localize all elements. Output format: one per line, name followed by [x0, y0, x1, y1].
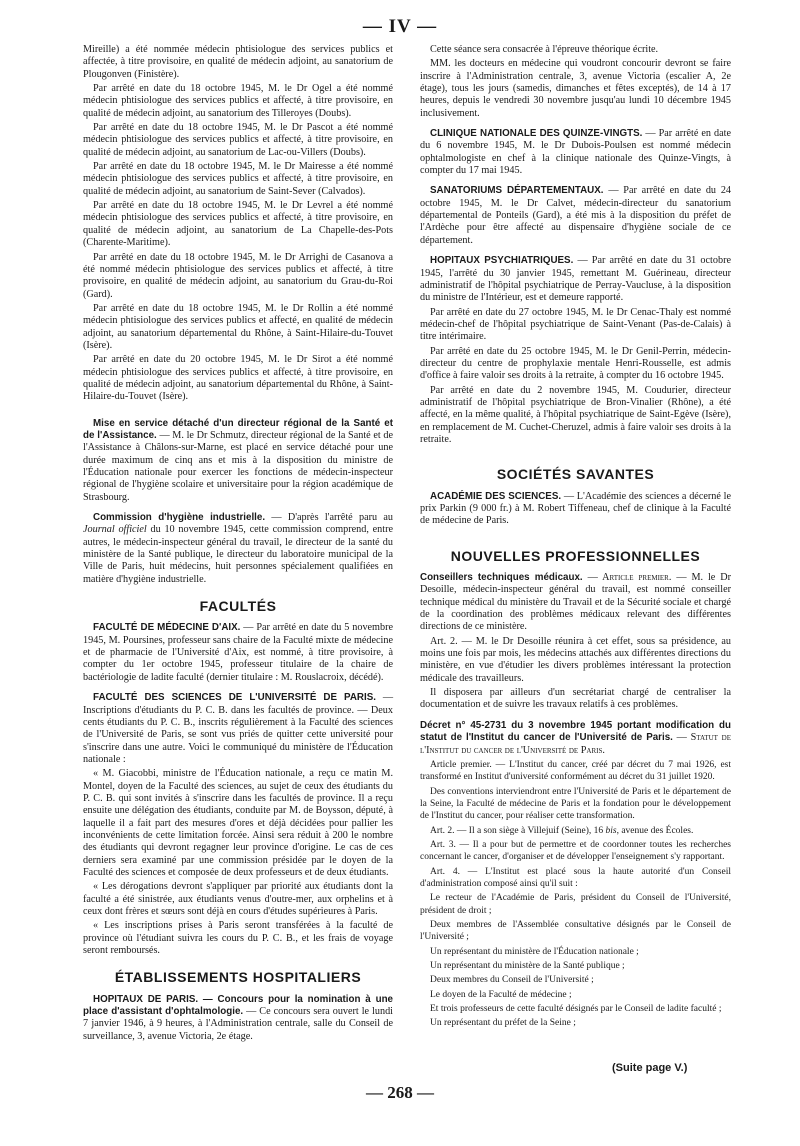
paragraph: Par arrêté en date du 18 octobre 1945, M. le Dr Mairesse a été nommé médecin phtisiologue des services publics et affecté, à titre provisoire, en qualité de médecin adjoint, au sanatorium de Saint-Sever (Calvados). [83, 161, 393, 197]
paragraph [420, 825, 731, 837]
hopitaux-title: HOPITAUX DE PARIS. — Concours pour la nomination à une place d'assistant d'ophtalmologie. [83, 993, 393, 1018]
sciences-paragraph [83, 692, 393, 766]
commission-paragraph [83, 512, 393, 586]
list-item: Un représentant du ministère de l'Éducation nationale ; [430, 946, 639, 957]
article-label: — Article premier. [587, 572, 672, 584]
quote-paragraph: « M. Giacobbi, ministre de l'Éducation nationale, a reçu ce matin M. Montel, doyen de la Faculté des sciences, au sujet de ceux des étudiants du P. C. B. qui sont invités à s'inscrire dans les facultés de province. Il a reçu ensuite une délégation des étudiants, conduite par M. de Boysson, député, à laquelle il a fait part des mesures d'ores et déjà décidées pour pallier les inconvénients de cette limitation forcée. Ainsi sera réduit à 200 le nombre des étudiants qui devront regagner leur province d'origine. Le cas de ces derniers sera examiné par une commission présidée par le doyen de la Faculté des sciences et composée de deux professeurs et de deux étudiants. [83, 768, 393, 878]
mise-service-title: Mise en service détaché d'un directeur régional de la Santé et de l'Assistance. [83, 417, 393, 441]
mise-service-text: — M. le Dr Schmutz, directeur régional de la Santé et de l'Assistance à Châlons-sur-Marne, est placé en service détaché pour une durée maximum de cinq ans et mis à la disposition du ministre de l'Éducation nationale pour exercer les fonctions de médecin-inspecteur régional de l'hygiène scolaire et universitaire pour la région académique de Strasbourg. [83, 429, 393, 503]
quote-paragraph: « Les inscriptions prises à Paris seront transférées à la faculté de province où l'étudiant suivra les cours du P. C. B., et les frais de voyage seront remboursés. [83, 920, 393, 957]
list-item: Le doyen de la Faculté de médecine ; [430, 989, 572, 1000]
list-item: Et trois professeurs de cette faculté désignés par le Conseil de ladite faculté ; [430, 1004, 722, 1015]
aix-paragraph [83, 622, 393, 684]
conseillers-title: Conseillers techniques médicaux. [420, 572, 583, 584]
paragraph: Par arrêté en date du 2 novembre 1945, M. Coudurier, directeur administratif de l'hôpital psychiatrique de Bron-Vinalier (Rhône), a été affecté, en la même qualité, à l'hôpital psychiatrique de Saint-Egève (Isère), en remplacement de M. Cuchet-Cheruzel, admis à faire valoir ses droits à la retraite. [420, 384, 731, 445]
quinze-vingts-title: CLINIQUE NATIONALE DES QUINZE-VINGTS. [430, 128, 643, 140]
article-2-text: Art. 2. — Il a son siège à Villejuif (Seine), 16 [430, 825, 606, 836]
academie-text: — L'Académie des sciences a décerné le prix Parkin (9 000 fr.) à M. Robert Tiffeneau, chef de clinique à la Faculté de médecine de Paris. [420, 490, 731, 527]
paragraph: MM. les docteurs en médecine qui voudront concourir devront se faire inscrire à l'Administration centrale, 3, avenue Victoria (escalier A, 2e étage), tous les jours (samedis, dimanches et fêtes exceptés), de 14 à 17 heures, depuis le vendredi 30 novembre jusqu'au lundi 10 décembre 1945 inclusivement. [420, 58, 731, 119]
conseillers-text: — M. le Dr Desoille, médecin-inspecteur général du travail, est nommé conseiller technique médical du ministère du Travail et de la Sécurité sociale et chargé de la coordination des problèmes médicaux relevant des différentes directions de ce ministère. [420, 572, 731, 633]
conseillers-paragraph [420, 572, 731, 634]
continued-note: (Suite page V.) [612, 1062, 688, 1074]
commission-text-2: du 10 novembre 1945, cette commission comprend, entre autres, le médecin-inspecteur général du travail, le directeur de la santé du ministère de la Santé publique, le directeur du laboratoire municipal de la Ville de Paris, huit médecins, huit personnes spécialement qualifiées en matière d'hygiène industrielle. [83, 524, 393, 585]
psychiatriques-title: HOPITAUX PSYCHIATRIQUES. [430, 255, 574, 267]
quinze-vingts-text: — Par arrêté en date du 6 novembre 1945, M. le Dr Dubois-Poulsen est nommé médecin ophtalmologiste en chef à la clinique nationale des Quinze-Vingts, à compter du 17 mai 1945. [420, 128, 731, 177]
paragraph: Par arrêté en date du 18 octobre 1945, M. le Dr Levrel a été nommé médecin phtisiologue des services publics et affecté, à titre provisoire, en qualité de médecin adjoint, au sanatorium de La Chapelle-des-Pots (Charente-Maritime). [83, 200, 393, 249]
quote-paragraph: « Les dérogations devront s'appliquer par priorité aux étudiants dont la faculté a été sinistrée, aux étudiants venus d'outre-mer, aux orphelins et à ceux dont frères et sœurs sont déjà en cours d'études supérieures à Paris. [83, 881, 393, 917]
paragraph: Des conventions interviendront entre l'Université de Paris et le département de la Seine, la Faculté de médecine de Paris et la fondation pour le développement de l'Institut du cancer, pour réaliser cette transformation. [420, 786, 731, 822]
aix-text: — Par arrêté en date du 5 novembre 1945, M. Poursines, professeur sans chaire de la Faculté mixte de médecine et de pharmacie de l'Université d'Aix, est nommé, à titre provisoire, à compter du 1er octobre 1945, professeur titulaire de la chaire de bactériologie de ladite faculté (dernier titulaire : M. Rouslacroix, décédé). [83, 622, 393, 683]
decret-title: Décret n° 45-2731 du 3 novembre 1945 portant modification du statut de l'Institut du cancer de l'Université de Paris. [420, 719, 731, 744]
section-facultes: FACULTÉS [199, 598, 277, 615]
page-header: — IV — [362, 16, 438, 37]
right-column [420, 44, 731, 1032]
list-item: Deux membres de l'Assemblée consultative désignés par le Conseil de l'Université ; [420, 919, 731, 943]
paragraph: Article premier. — L'Institut du cancer, créé par décret du 7 mai 1926, est transformé en Institut d'université conformément au décret du 31 juillet 1920. [420, 759, 731, 783]
commission-title: Commission d'hygiène industrielle. [93, 512, 266, 524]
paragraph: Par arrêté en date du 20 octobre 1945, M. le Dr Sirot a été nommé médecin phtisiologue des services publics et affecté, à titre provisoire, en qualité de médecin adjoint, au sanatorium départemental du Rhône, à Saint-Hilaire-du-Touvet (Isère). [83, 354, 393, 403]
aix-title: FACULTÉ DE MÉDECINE D'AIX. [93, 622, 241, 634]
sanatoriums-paragraph [420, 185, 731, 247]
decret-paragraph [420, 720, 731, 757]
bis: bis [605, 825, 617, 836]
section-societes: SOCIÉTÉS SAVANTES [496, 466, 655, 483]
paragraph: Par arrêté en date du 25 octobre 1945, M. le Dr Genil-Perrin, médecin-directeur du centre de prophylaxie mentale Henri-Rousselle, est admis d'office à faire valoir ses droits à la retraite, à compter du 16 octobre 1945. [420, 345, 731, 382]
paragraph: Par arrêté en date du 18 octobre 1945, M. le Dr Arrighi de Casanova a été nommé médecin phtisiologue des services publics et affecté, à titre provisoire, en qualité de médecin adjoint, au sanatorium du Grau-du-Roi (Gard). [83, 251, 393, 300]
paragraph: Par arrêté en date du 18 octobre 1945, M. le Dr Ogel a été nommé médecin phtisiologue des services publics et affecté, à titre provisoire, en qualité de médecin adjoint, au sanatorium des Tilleroyes (Doubs). [83, 83, 393, 119]
psychiatriques-text: — Par arrêté en date du 31 octobre 1945, l'arrêté du 30 janvier 1945, remettant M. Guérineau, directeur administratif de l'hôpital psychiatrique de Perray-Vaucluse, à la disposition du ministre de l'Intérieur, est et demeure rapporté. [420, 255, 731, 304]
list-item: Le recteur de l'Académie de Paris, président du Conseil de l'Université, président de droit ; [420, 893, 731, 916]
sanatoriums-text: — Par arrêté en date du 24 octobre 1945, M. le Dr Calvet, médecin-directeur du sanatorium départemental de Ponteils (Gard), a été mis à la disposition du préfet de l'Ardèche pour être affecté au dispensaire d'hygiène sociale de ce département. [420, 185, 732, 246]
paragraph: Art. 3. — Il a pour but de permettre et de coordonner toutes les recherches concernant le cancer, d'organiser et de développer l'enseignement s'y rapportant. [420, 839, 731, 863]
sciences-title: FACULTÉ DES SCIENCES DE L'UNIVERSITÉ DE PARIS. [93, 692, 376, 704]
mise-service-paragraph [83, 418, 393, 504]
psychiatriques-paragraph [420, 255, 731, 304]
paragraph: Par arrêté en date du 18 octobre 1945, M. le Dr Pascot a été nommé médecin phtisiologue des services publics et affecté, à titre provisoire, en qualité de médecin adjoint, au sanatorium de Lac-ou-Villers (Doubs). [83, 122, 393, 158]
paragraph: Par arrêté en date du 27 octobre 1945, M. le Dr Cenac-Thaly est nommé médecin-chef de l'hôpital psychiatrique de Saint-Venant (Pas-de-Calais) à titre intérimaire. [420, 306, 731, 343]
page-number: — 268 — [366, 1083, 434, 1102]
paragraph: Il disposera par ailleurs d'un secrétariat chargé de centraliser la documentation et de suivre les travaux relatifs à ces problèmes. [420, 687, 731, 711]
journal-officiel: Journal officiel [83, 524, 147, 536]
list-item: Un représentant du ministère de la Santé publique ; [430, 961, 625, 971]
paragraph: Art. 4. — L'Institut est placé sous la haute autorité d'un Conseil d'administration composé ainsi qu'il suit : [420, 866, 731, 889]
academie-paragraph [420, 491, 731, 528]
commission-text: — D'après l'arrêté paru au [271, 512, 393, 524]
sanatoriums-title: SANATORIUMS DÉPARTEMENTAUX. [430, 185, 604, 197]
sciences-text: — Inscriptions d'étudiants du P. C. B. dans les facultés de province. — Deux cents étudiants du P. C. B., inscrits régulièrement à la Faculté des sciences de l'Université de Paris, se sont vus priés de quitter cette université pour s'inscrire dans une autre. Voici le communiqué du ministère de l'Éducation nationale : [83, 692, 394, 765]
article-2-text-end: , avenue des Écoles. [616, 825, 694, 836]
paragraph: Art. 2. — M. le Dr Desoille réunira à cet effet, sous sa présidence, au moins une fois par mois, les médecins attachés aux différentes directions du ministère, en vue d'étudier les divers problèmes intéressant la protection médicale des travailleurs. [420, 635, 731, 684]
decret-subtitle: — Statut de l'Institut du cancer de l'Université de Paris. [420, 732, 731, 756]
section-etablissements: ÉTABLISSEMENTS HOSPITALIERS [114, 969, 362, 986]
section-nouvelles: NOUVELLES PROFESSIONNELLES [450, 547, 701, 564]
quinze-vingts-paragraph [420, 128, 731, 177]
paragraph: Par arrêté en date du 18 octobre 1945, M. le Dr Rollin a été nommé médecin phtisiologue des services publics et affecté, en qualité de médecin adjoint, au sanatorium départemental du Rhône, à Saint-Hilaire-du-Touvet (Isère). [83, 302, 393, 351]
paragraph: Mireille) a été nommée médecin phtisiologue des services publics et affectée, à titre provisoire, en qualité de médecin adjoint, au sanatorium de Plougonven (Finistère). [83, 44, 393, 80]
left-column [83, 44, 393, 1045]
list-item: Deux membres du Conseil de l'Université ; [430, 975, 594, 986]
academie-title: ACADÉMIE DES SCIENCES. [430, 490, 562, 502]
hopitaux-paragraph [83, 994, 393, 1043]
list-item: Un représentant du préfet de la Seine ; [430, 1018, 576, 1029]
hopitaux-text: — Ce concours sera ouvert le lundi 7 janvier 1946, à 9 heures, à l'Administration centrale, salle du Conseil de surveillance, 3, avenue Victoria, 2e étage. [83, 1006, 394, 1042]
paragraph: Cette séance sera consacrée à l'épreuve théorique écrite. [430, 44, 659, 55]
